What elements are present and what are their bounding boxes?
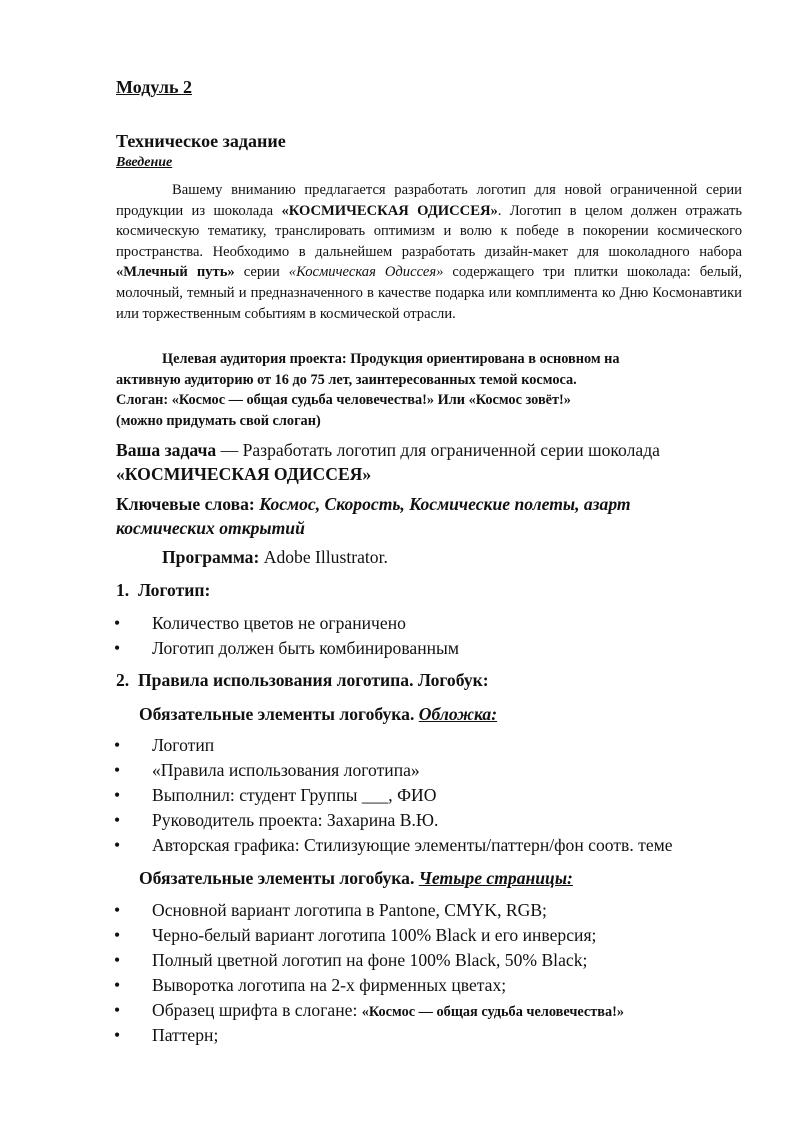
section-number: 1. [116, 580, 130, 600]
bullet-icon: • [114, 950, 121, 970]
bullet-icon: • [114, 735, 121, 755]
intro-heading: Введение [116, 155, 173, 170]
tz-title: Техническое задание [116, 131, 286, 151]
intro-text: серии [234, 264, 289, 281]
intro-text: . Логотип в целом должен отражать космическую тематику, транслировать оптимизм и волю к победе в покорении космического пространства. Необходимо в дальнейшем разработать дизайн-макет для шоколадного набора [116, 202, 742, 260]
bullet-icon: • [114, 925, 121, 945]
section-title: Правила использования логотипа. Логобук: [138, 670, 489, 690]
section-2-heading [116, 670, 489, 691]
intro-text: Вашему вниманию предлагается разработать логотип для новой ограниченной серии продукции из шоколада [116, 182, 742, 219]
document-page: Модуль 2 Техническое задание Введение Вашему вниманию предлагается разработать логотип для новой ограниченной серии продукции из шоколада «КОСМИЧЕСКАЯ ОДИССЕЯ». Логотип в целом должен отражать космическую тематику, транслировать оптимизм и волю к победе в покорении космического пространства. Необходимо в дальнейшем разработать дизайн-макет для шоколадного набора «Млечный путь» серии «Космическая Одиссея» содержащего три плитки шоколада: белый, молочный, темный и предназначенного в качестве подарка или комплимента ко Дню Космонавтики или торжественным событиям в космической отрасли. Целевая аудитория проекта: Продукция ориентирована в основном на активную аудиторию от 16 до 75 лет, заинтересованных темой космоса. Слоган: «Космос — общая судьба человечества!» Или «Космос зовёт!» (можно придумать свой слоган) Ваша задача — Разработать логотип для ограниченной серии шоколада «КОСМИЧЕСКАЯ ОДИССЕЯ» Ключевые слова: Космос, Скорость, Космические полеты, азарт космических открытий Программа: Adobe Illustrator. 1. Логотип: • Количество цветов не ограничено • Логотип должен быть комбинированным 2. Правила использования логотипа. Логобук: Обязательные элементы логобука. Обложка: • Логотип • «Правила использования логотипа» • Выполнил: студент Группы ___, ФИО • Руководитель проекта: Захарина В.Ю. • Авторская графика: Стилизующие элементы/паттерн/фон соотв. теме Обязательные элементы логобука. Четыре страницы: • Основной вариант логотипа в Pantone, CMYK, RGB; • Черно-белый вариант логотипа 100% Black и его инверсия; • Полный цветной логотип на фоне 100% Black, 50% Black; • Выворотка логотипа на 2-х фирменных цветах; • Образец шрифта в слогане: «Космос — общая судьба человечества!» • Паттерн; [0, 0, 800, 1131]
audience-line: активную аудиторию от 16 до 75 лет, заинтересованных темой космоса. [116, 371, 577, 388]
series-italic: «Космическая Одиссея» [288, 264, 444, 281]
keywords-block [116, 492, 756, 540]
task-series-name: «КОСМИЧЕСКАЯ ОДИССЕЯ» [116, 464, 372, 484]
bullet-icon: • [114, 900, 121, 920]
task-block [116, 438, 756, 486]
program-line [162, 547, 388, 568]
bullet-icon: • [114, 638, 121, 658]
bullet-icon: • [114, 810, 121, 830]
section-number: 2. [116, 670, 130, 690]
task-text: — Разработать логотип для ограниченной серии шоколада [216, 440, 660, 460]
bullet-icon: • [114, 975, 121, 995]
keywords-label: Ключевые слова: [116, 494, 260, 514]
keywords-list: Космос, Скорость, Космические полеты, азарт [259, 494, 631, 514]
slogan-note: (можно придумать свой слоган) [116, 412, 321, 429]
program-value: Adobe Illustrator. [259, 547, 388, 567]
intro-paragraph [116, 180, 742, 324]
audience-block [116, 349, 742, 431]
bullet-icon: • [114, 1025, 121, 1045]
cover-label: Обложка: [418, 704, 498, 724]
slogan-line: Слоган: «Космос — общая судьба человечества!» Или «Космос зовёт!» [116, 392, 571, 409]
bullet-icon: • [114, 835, 121, 855]
module-title: Модуль 2 [116, 77, 193, 97]
bullet-icon: • [114, 760, 121, 780]
keywords-list: космических открытий [116, 518, 305, 538]
section-title: Логотип: [138, 580, 211, 600]
bullet-icon: • [114, 613, 121, 633]
pages-label: Четыре страницы: [418, 868, 573, 888]
bullet-icon: • [114, 1000, 121, 1020]
bullet-icon: • [114, 785, 121, 805]
section-1-heading [116, 580, 210, 601]
series-name: «КОСМИЧЕСКАЯ ОДИССЕЯ» [281, 202, 498, 219]
program-label: Программа: [162, 547, 260, 567]
cover-subheading: Обязательные элементы логобука. Обложка: [139, 704, 498, 724]
set-name: «Млечный путь» [116, 264, 235, 281]
font-sample: «Космос — общая судьба человечества!» [361, 1004, 625, 1020]
pages-subheading: Обязательные элементы логобука. Четыре страницы: [139, 868, 573, 888]
audience-line: Целевая аудитория проекта: Продукция ориентирована в основном на [162, 351, 620, 367]
task-label: Ваша задача [116, 440, 217, 460]
intro-text: содержащего три плитки шоколада: белый, молочный, темный и предназначенного в качестве подарка или комплимента ко Дню Космонавтики или торжественным событиям в космической отрасли. [116, 264, 742, 322]
